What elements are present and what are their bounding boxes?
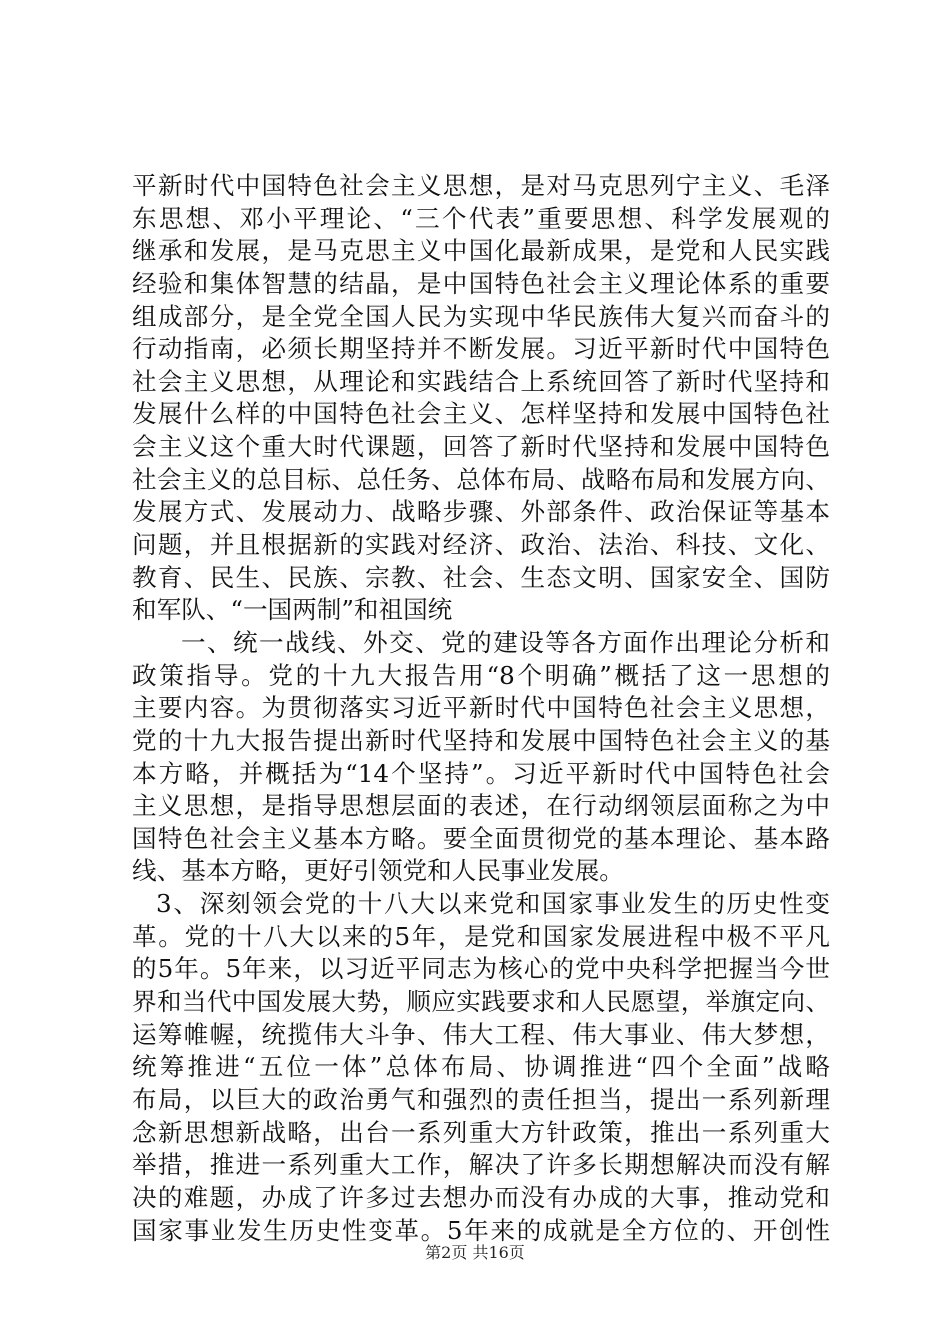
text-line: 革。党的十八大以来的5年，是党和国家发展进程中极不平凡 <box>132 921 830 951</box>
text-line: 社会主义的总目标、总任务、总体布局、战略布局和发展方向、 <box>132 464 830 494</box>
text-line: 国特色社会主义基本方略。要全面贯彻党的基本理论、基本路 <box>132 823 830 853</box>
text-line: 经验和集体智慧的结晶，是中国特色社会主义理论体系的重要 <box>132 268 830 298</box>
text-line: 念新思想新战略，出台一系列重大方针政策，推出一系列重大 <box>132 1117 830 1147</box>
text-line: 发展方式、发展动力、战略步骤、外部条件、政治保证等基本 <box>132 497 830 527</box>
text-line: 会主义这个重大时代课题，回答了新时代坚持和发展中国特色 <box>132 432 830 462</box>
paragraph-start: 一、统一战线、外交、党的建设等各方面作出理论分析和 <box>181 627 830 657</box>
text-line: 教育、民生、民族、宗教、社会、生态文明、国家安全、国防 <box>132 562 830 592</box>
text-line: 和军队、“一国两制”和祖国统 <box>132 595 453 625</box>
text-line: 线、基本方略，更好引领党和人民事业发展。 <box>132 856 624 886</box>
text-line: 本方略，并概括为“14个坚持”。习近平新时代中国特色社会 <box>132 758 830 788</box>
text-line: 政策指导。党的十九大报告用“8个明确”概括了这一思想的 <box>132 660 830 690</box>
paragraph-start: 3、深刻领会党的十八大以来党和国家事业发生的历史性变 <box>156 889 830 919</box>
text-line: 的5年。5年来，以习近平同志为核心的党中央科学把握当今世 <box>132 954 830 984</box>
text-line: 举措，推进一系列重大工作，解决了许多长期想解决而没有解 <box>132 1150 830 1180</box>
text-line: 布局，以巨大的政治勇气和强烈的责任担当，提出一系列新理 <box>132 1084 830 1114</box>
page-number-footer: 第2页 共16页 <box>425 1243 525 1262</box>
text-line: 党的十九大报告提出新时代坚持和发展中国特色社会主义的基 <box>132 725 830 755</box>
text-line: 平新时代中国特色社会主义思想，是对马克思列宁主义、毛泽 <box>132 171 830 200</box>
text-line: 发展什么样的中国特色社会主义、怎样坚持和发展中国特色社 <box>132 399 830 429</box>
text-line: 主义思想，是指导思想层面的表述，在行动纲领层面称之为中 <box>132 791 830 821</box>
text-line: 组成部分，是全党全国人民为实现中华民族伟大复兴而奋斗的 <box>132 301 830 331</box>
text-line: 行动指南，必须长期坚持并不断发展。习近平新时代中国特色 <box>132 334 830 364</box>
text-line: 运筹帷幄，统揽伟大斗争、伟大工程、伟大事业、伟大梦想， <box>132 1019 830 1049</box>
text-line: 继承和发展，是马克思主义中国化最新成果，是党和人民实践 <box>132 236 830 266</box>
text-line: 主要内容。为贯彻落实习近平新时代中国特色社会主义思想， <box>132 693 830 723</box>
text-line: 国家事业发生历史性变革。5年来的成就是全方位的、开创性 <box>132 1215 830 1245</box>
text-line: 统筹推进“五位一体”总体布局、协调推进“四个全面”战略 <box>132 1052 830 1082</box>
document-body <box>132 170 830 1247</box>
text-line: 问题，并且根据新的实践对经济、政治、法治、科技、文化、 <box>132 530 830 560</box>
text-line: 东思想、邓小平理论、“三个代表”重要思想、科学发展观的 <box>132 203 830 233</box>
text-line: 界和当代中国发展大势，顺应实践要求和人民愿望，举旗定向、 <box>132 987 830 1017</box>
text-line: 决的难题，办成了许多过去想办而没有办成的大事，推动党和 <box>132 1182 830 1212</box>
text-line: 社会主义思想，从理论和实践结合上系统回答了新时代坚持和 <box>132 366 830 396</box>
